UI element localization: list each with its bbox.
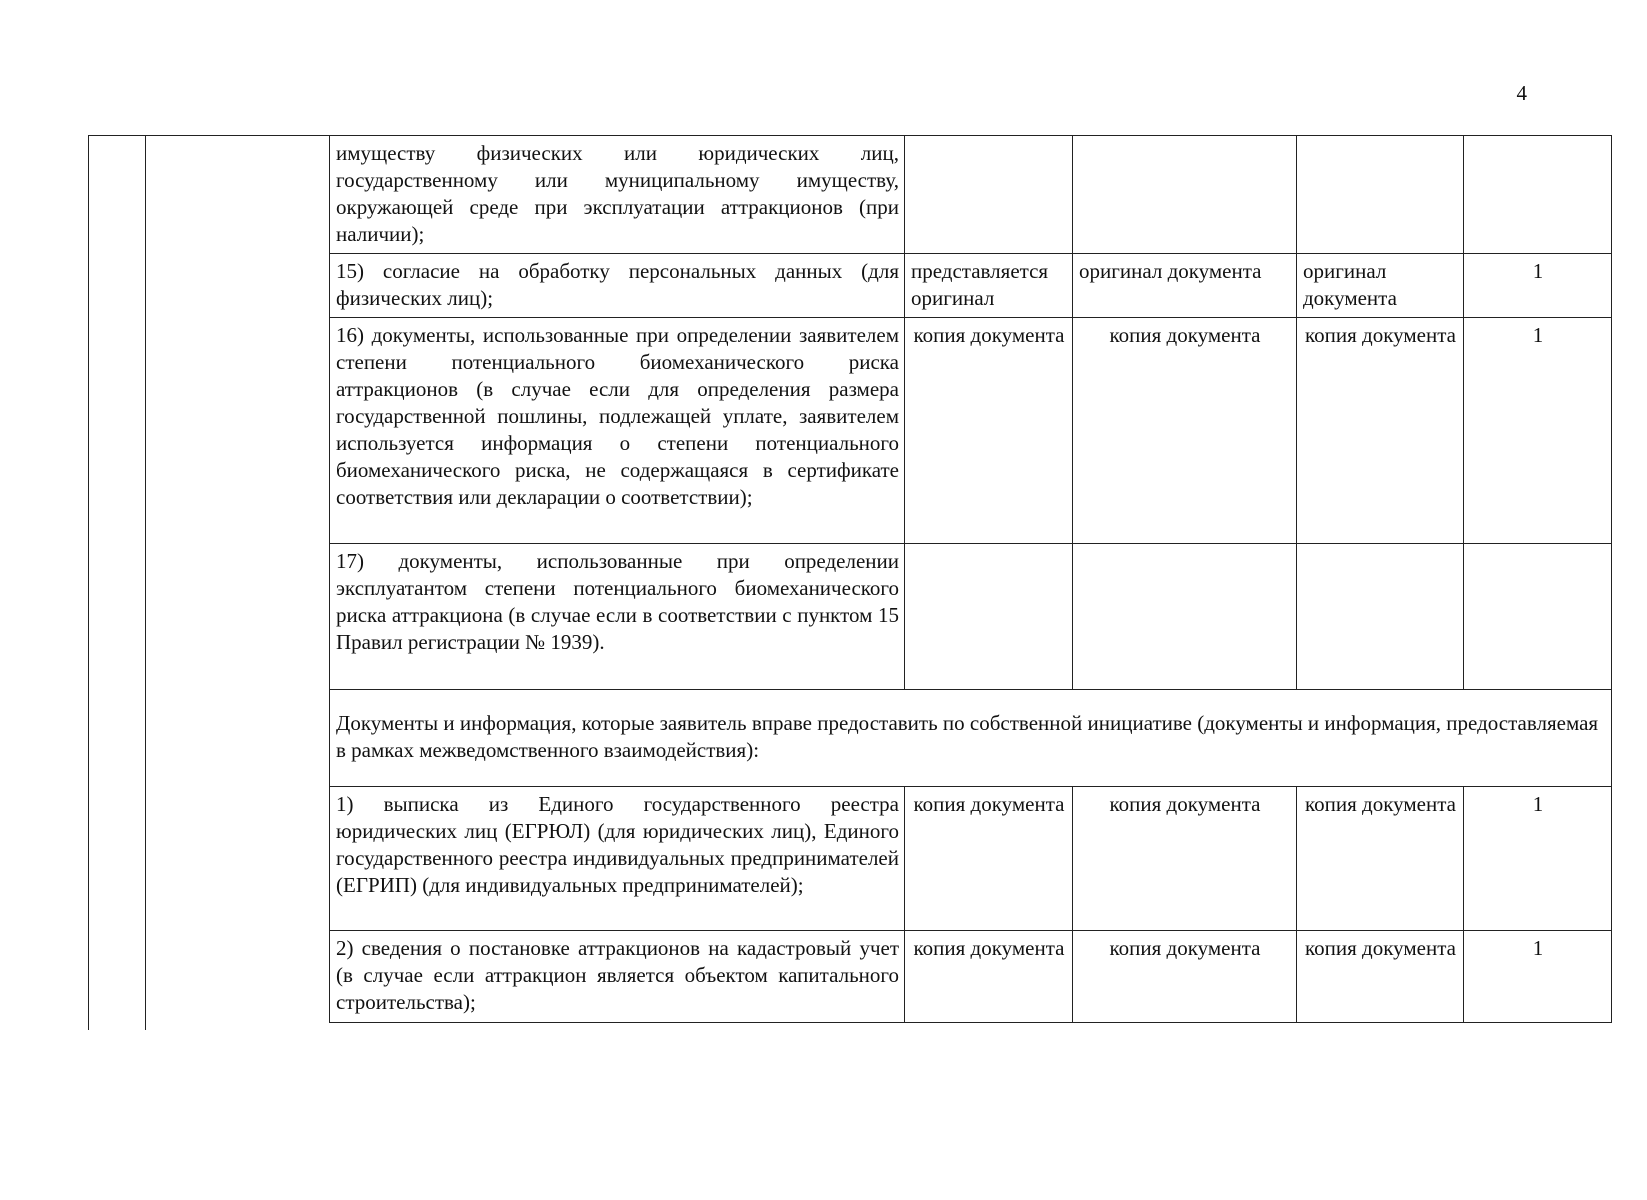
submission-form-cell: копия документа <box>905 787 1073 931</box>
table-row <box>330 254 1612 318</box>
document-description-cell: 1) выписка из Единого государственного реестра юридических лиц (ЕГРЮЛ) (для юридических лиц), Единого государственного реестра индивидуальных предпринимателей (ЕГРИП) (для индивидуальных предпринимателей); <box>330 787 905 931</box>
returned-form-cell <box>1297 136 1464 254</box>
page-number: 4 <box>1516 81 1527 105</box>
table-row <box>330 136 1612 254</box>
submission-form-cell: представляется оригинал <box>905 254 1073 318</box>
table-row <box>330 931 1612 1023</box>
document-description-cell: 17) документы, использованные при определении эксплуатантом степени потенциального биомеханического риска аттракциона (в случае если в соответствии с пунктом 15 Правил регистрации № 1939). <box>330 544 905 690</box>
returned-form-cell <box>1297 544 1464 690</box>
quantity-cell: 1 <box>1464 787 1612 931</box>
document-form-cell: копия документа <box>1073 931 1297 1023</box>
submission-form-cell: копия документа <box>905 318 1073 544</box>
returned-form-cell: копия документа <box>1297 931 1464 1023</box>
document-form-cell <box>1073 544 1297 690</box>
table-row <box>330 544 1612 690</box>
returned-form-cell: копия документа <box>1297 318 1464 544</box>
quantity-cell: 1 <box>1464 931 1612 1023</box>
section-heading-row <box>330 690 1612 787</box>
document-form-cell: копия документа <box>1073 787 1297 931</box>
returned-form-cell: копия документа <box>1297 787 1464 931</box>
section-heading: Документы и информация, которые заявитель вправе предоставить по собственной инициативе (документы и информация, предоставляемая в рамках межведомственного взаимодействия): <box>330 690 1612 787</box>
submission-form-cell <box>905 544 1073 690</box>
document-form-cell: копия документа <box>1073 318 1297 544</box>
document-description-cell: 2) сведения о постановке аттракционов на кадастровый учет (в случае если аттракцион является объектом капитального строительства); <box>330 931 905 1023</box>
table-row <box>330 318 1612 544</box>
table-row <box>330 787 1612 931</box>
quantity-cell: 1 <box>1464 254 1612 318</box>
quantity-cell <box>1464 544 1612 690</box>
continued-columns-frame <box>88 135 330 1031</box>
documents-table <box>329 135 1612 1023</box>
document-description-cell: имуществу физических или юридических лиц, государственному или муниципальному имуществу, окружающей среде при эксплуатации аттракционов (при наличии); <box>330 136 905 254</box>
document-form-cell: оригинал документа <box>1073 254 1297 318</box>
submission-form-cell: копия документа <box>905 931 1073 1023</box>
column-divider-line <box>145 135 146 1030</box>
document-description-cell: 16) документы, использованные при определении заявителем степени потенциального биомеханического риска аттракционов (в случае если для определения размера государственной пошлины, подлежащей уплате, заявителем используется информация о степени потенциального биомеханического риска, не содержащаяся в сертификате соответствия или декларации о соответствии); <box>330 318 905 544</box>
submission-form-cell <box>905 136 1073 254</box>
left-border-line <box>88 135 89 1030</box>
document-description-cell: 15) согласие на обработку персональных данных (для физических лиц); <box>330 254 905 318</box>
document-form-cell <box>1073 136 1297 254</box>
returned-form-cell: оригинал документа <box>1297 254 1464 318</box>
quantity-cell <box>1464 136 1612 254</box>
quantity-cell: 1 <box>1464 318 1612 544</box>
